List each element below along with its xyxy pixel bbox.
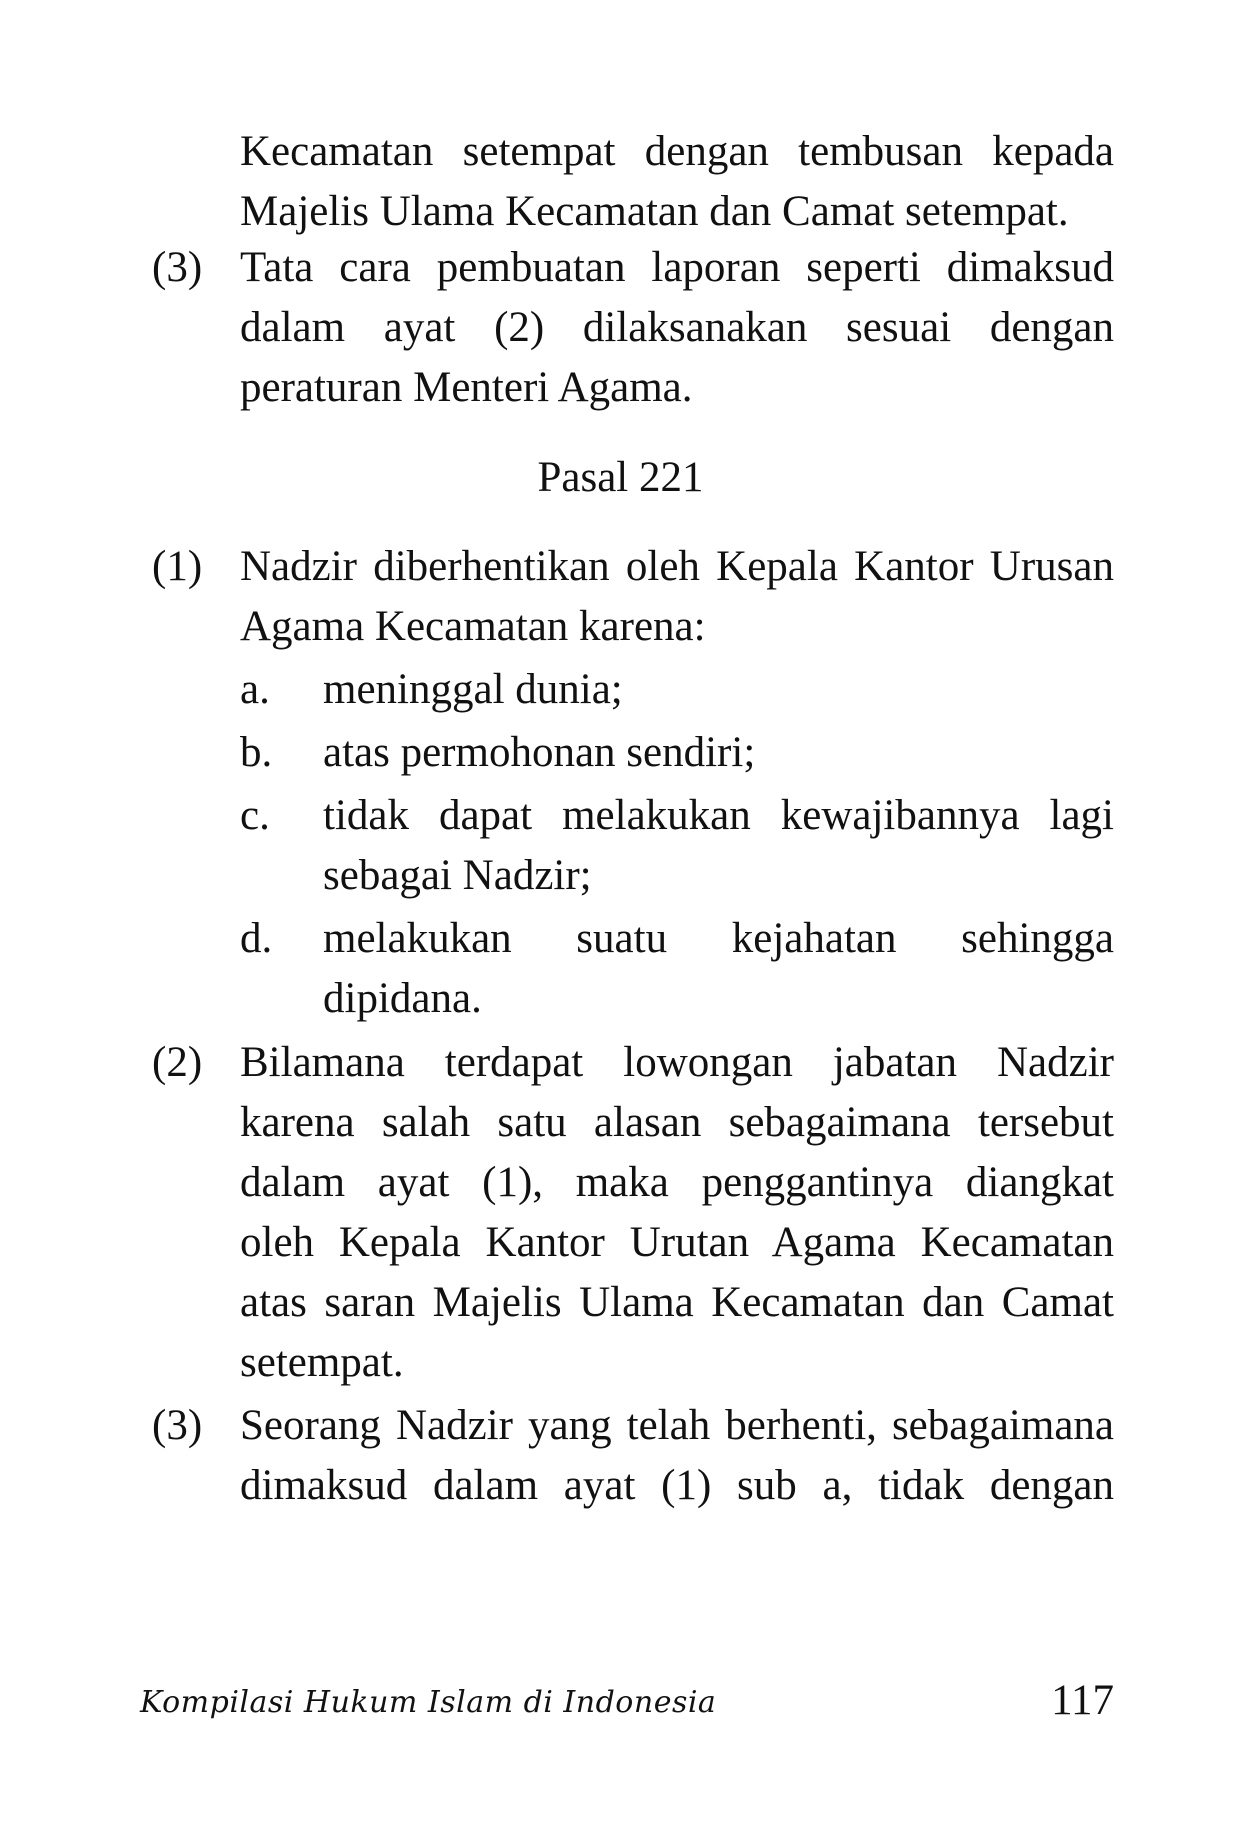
item-b-line-1: atas permohonan sendiri; [323,729,756,776]
ayat-2-line-1: Bilamana terdapat lowongan jabatan Nadzir [240,1039,1114,1086]
item-c-marker: c. [240,792,270,839]
item-d-line-2: dipidana. [323,975,482,1022]
ayat-1-number: (1) [152,543,203,590]
item-a-marker: a. [240,666,270,713]
item-c-line-1: tidak dapat melakukan kewajibannya lagi [323,792,1114,839]
item-d-line-1: melakukan suatu kejahatan sehingga [323,915,1114,962]
ayat-2-line-4: oleh Kepala Kantor Urutan Agama Kecamatan [240,1219,1114,1266]
page-number: 117 [1051,1677,1114,1724]
ayat-2-line-3: dalam ayat (1), maka penggantinya diangkat [240,1159,1114,1206]
ayat-3-line-2: dimaksud dalam ayat (1) sub a, tidak dengan [240,1462,1114,1509]
continuation-line-2: Majelis Ulama Kecamatan dan Camat setempat. [240,188,1069,235]
pasal-heading: Pasal 221 [537,454,704,501]
ayat-1-line-2: Agama Kecamatan karena: [240,603,706,650]
item-d-marker: d. [240,915,273,962]
ayat-2-number: (2) [152,1039,203,1086]
ayat-3-line-1: Seorang Nadzir yang telah berhenti, sebagaimana [240,1402,1114,1449]
ayat-2-line-6: setempat. [240,1339,404,1386]
footer-book-title: Kompilasi Hukum Islam di Indonesia [140,1685,717,1720]
ayat-2-line-2: karena salah satu alasan sebagaimana tersebut [240,1099,1114,1146]
ayat-3-number: (3) [152,1402,203,1449]
ayat-1-line-1: Nadzir diberhentikan oleh Kepala Kantor Urusan [240,543,1114,590]
prev-ayat-3-line-2: dalam ayat (2) dilaksanakan sesuai dengan [240,304,1114,351]
item-b-marker: b. [240,729,273,776]
prev-ayat-3-number: (3) [152,244,203,291]
ayat-2-line-5: atas saran Majelis Ulama Kecamatan dan Camat [240,1279,1114,1326]
prev-ayat-3-line-1: Tata cara pembuatan laporan seperti dimaksud [240,244,1114,291]
item-a-line-1: meninggal dunia; [323,666,623,713]
prev-ayat-3-line-3: peraturan Menteri Agama. [240,364,693,411]
continuation-line-1: Kecamatan setempat dengan tembusan kepada [240,128,1114,175]
item-c-line-2: sebagai Nadzir; [323,852,592,899]
